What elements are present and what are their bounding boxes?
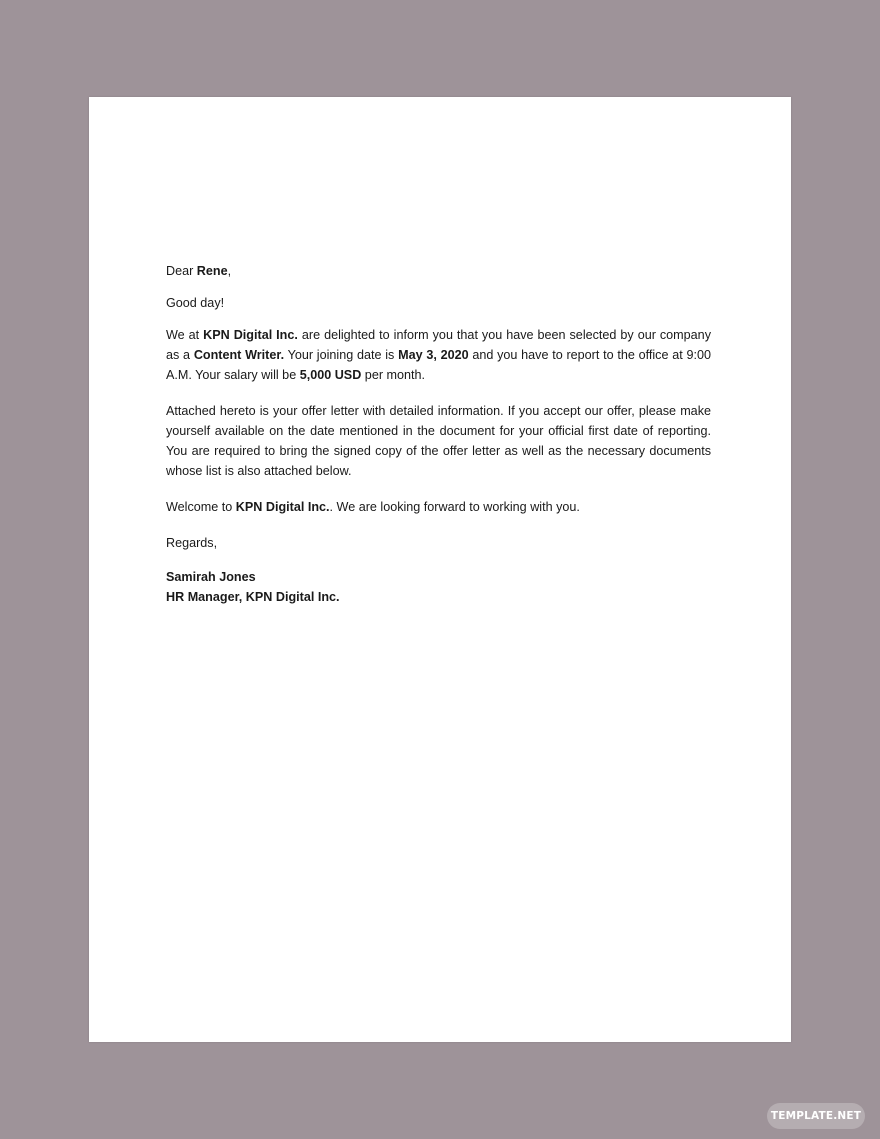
- letter-body: [166, 261, 711, 607]
- salutation-suffix: ,: [227, 264, 232, 278]
- signer-title: HR Manager, KPN Digital Inc.: [166, 590, 340, 604]
- paragraph-welcome: Welcome to KPN Digital Inc.. We are looking forward to working with you.: [166, 500, 580, 514]
- paragraph-attachment: Attached hereto is your offer letter with detailed information. If you accept our offer, please make yourself available on the date mentioned in the document for your official first date of reporting. You are required to bring the signed copy of the offer letter as well as the necessary documents whose list is also attached below.: [166, 404, 711, 478]
- salutation: [166, 261, 711, 281]
- company-name-welcome: KPN Digital Inc.: [235, 500, 330, 514]
- signature-block: [166, 567, 711, 607]
- signer-name: Samirah Jones: [166, 570, 256, 584]
- joining-date: May 3, 2020: [398, 348, 469, 362]
- greeting: Good day!: [166, 296, 225, 310]
- company-name: KPN Digital Inc.: [203, 328, 298, 342]
- recipient-name: Rene: [196, 264, 228, 278]
- position-title: Content Writer.: [193, 348, 285, 362]
- paragraph-offer: We at KPN Digital Inc. are delighted to inform you that you have been selected by our company as a Content Writer. Your joining date is May 3, 2020 and you have to report to the office at 9:00 A.M. Your salary will be 5,000 USD per month.: [166, 328, 711, 382]
- closing: Regards,: [166, 536, 218, 550]
- template-net-watermark: TEMPLATE.NET: [767, 1103, 865, 1129]
- salary-amount: 5,000 USD: [299, 368, 362, 382]
- document-page: [89, 97, 791, 1042]
- salutation-prefix: Dear: [166, 264, 197, 278]
